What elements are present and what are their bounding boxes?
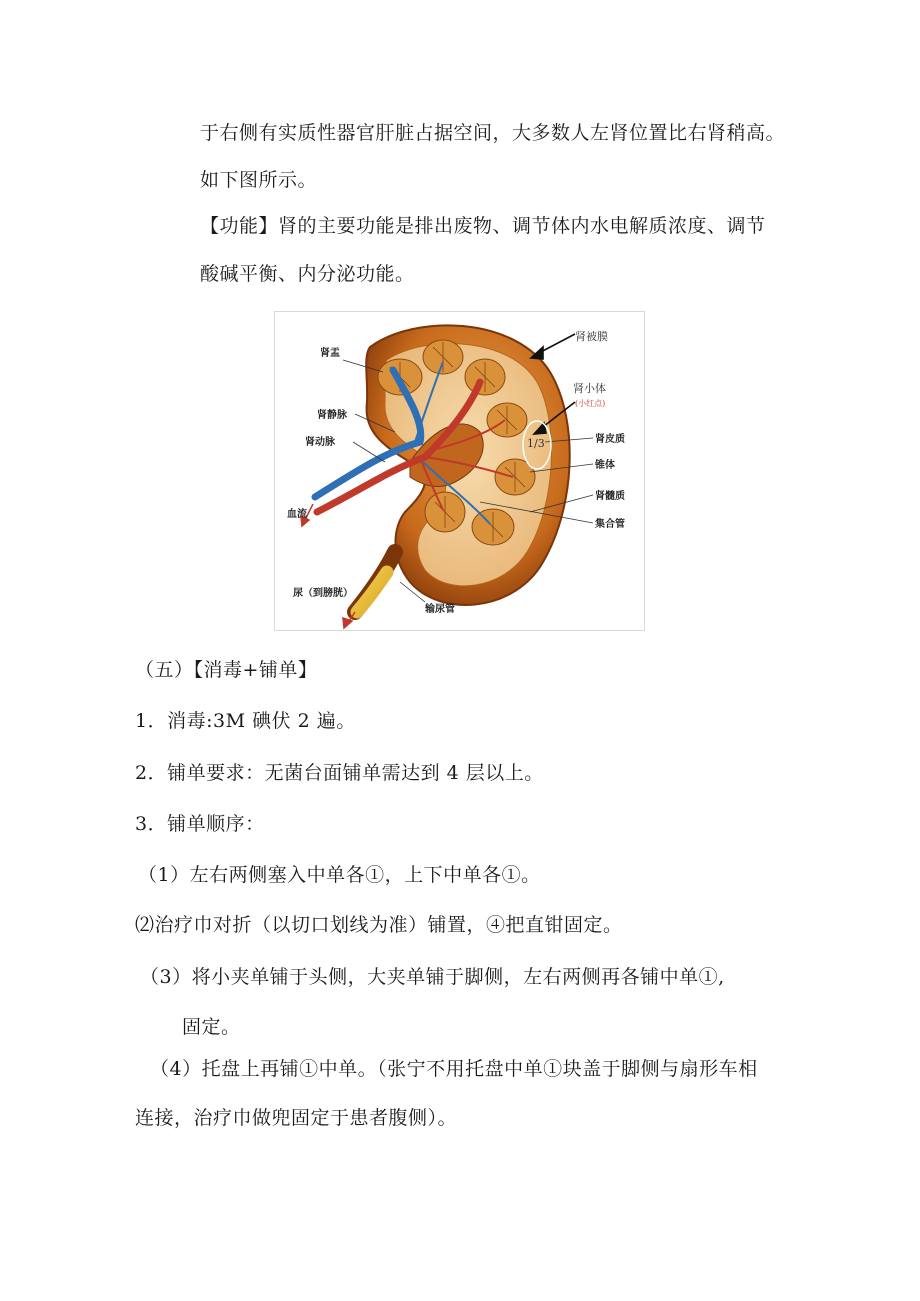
label-renal-corpuscle: 肾小体: [573, 382, 606, 395]
label-urine: 尿（到膀胱）: [293, 588, 353, 599]
step-3: （3）将小夹单铺于头侧，大夹单铺于脚侧，左右两侧再各铺中单①,: [140, 966, 725, 988]
label-ratio: 1/3: [527, 437, 545, 450]
step-4-cont: 连接，治疗巾做兜固定于患者腹侧）。: [135, 1107, 458, 1129]
label-blood-flow: 血流: [287, 509, 307, 520]
label-pelvis: 肾盂: [320, 348, 340, 359]
label-capsule: 肾被膜: [575, 330, 608, 343]
label-artery: 肾动脉: [305, 437, 335, 448]
section-heading: （五）【消毒+铺单】: [135, 659, 318, 681]
paragraph-function-cont: 酸碱平衡、内分泌功能。: [200, 263, 415, 285]
flow-arrows: [301, 504, 355, 628]
list-item-1: 1．消毒:3M 碘伏 2 遍。: [135, 710, 356, 732]
label-vein: 肾静脉: [317, 410, 347, 421]
list-item-2: 2．铺单要求：无菌台面铺单需达到 4 层以上。: [135, 762, 544, 784]
kidney-anatomy-figure: [274, 311, 645, 631]
paragraph-function: 【功能】肾的主要功能是排出废物、调节体内水电解质浓度、调节: [200, 215, 766, 237]
paragraph-location: 于右侧有实质性器官肝脏占据空间，大多数人左肾位置比右肾稍高。: [200, 122, 786, 144]
label-medulla: 肾髓质: [595, 491, 625, 502]
step-3-cont: 固定。: [182, 1016, 241, 1038]
label-red-dot: (小红点): [575, 399, 606, 408]
label-ureter: 输尿管: [425, 604, 455, 615]
kidney-illustration: [275, 312, 644, 630]
label-pyramid: 锥体: [595, 460, 615, 471]
step-4: （4）托盘上再铺①中单。（张宁不用托盘中单①块盖于脚侧与扇形车相: [150, 1058, 758, 1080]
label-collecting-duct: 集合管: [595, 519, 625, 530]
label-cortex: 肾皮质: [595, 434, 625, 445]
paragraph-figure-ref: 如下图所示。: [200, 169, 318, 191]
step-2: ⑵治疗巾对折（以切口划线为准）铺置，④把直钳固定。: [135, 914, 623, 936]
step-1: （1）左右两侧塞入中单各①，上下中单各①。: [138, 864, 541, 886]
list-item-3: 3．铺单顺序：: [135, 813, 265, 835]
